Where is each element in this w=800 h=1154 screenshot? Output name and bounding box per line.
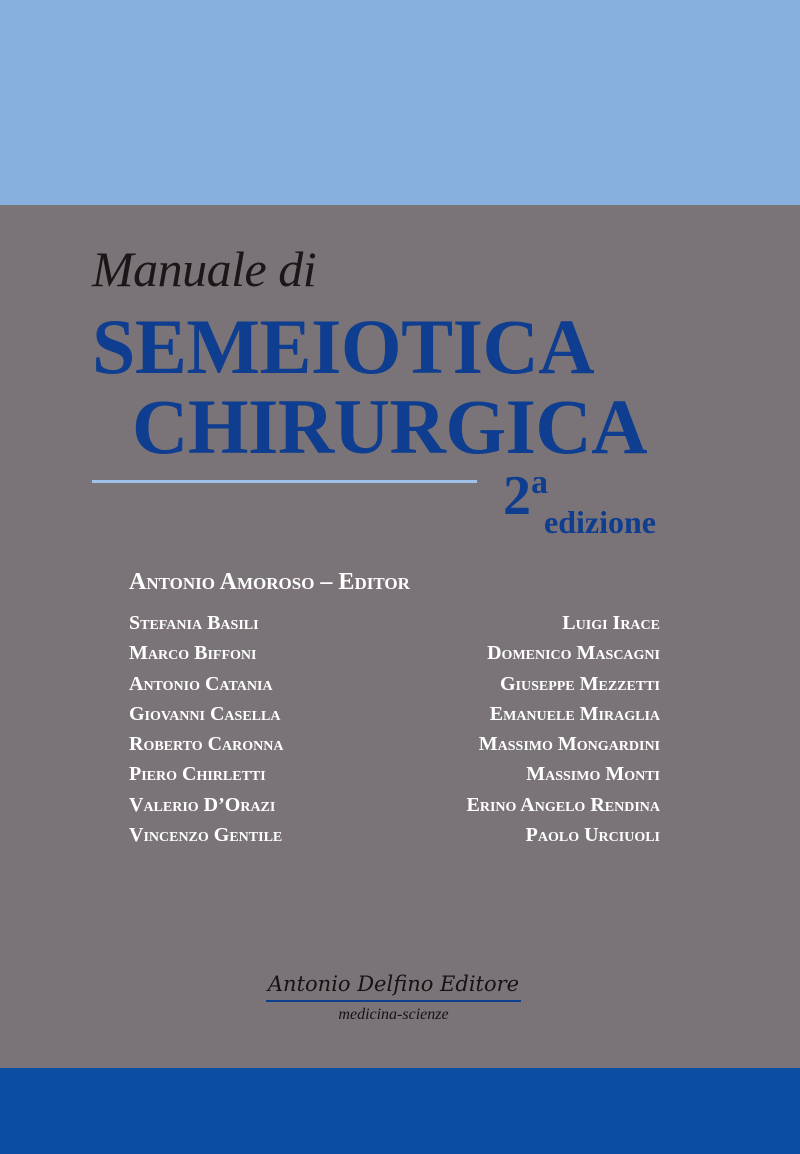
publisher-divider [266,1000,521,1002]
author-name: Piero Chirletti [129,763,266,786]
author-name: Paolo Urciuoli [525,824,660,847]
author-name: Massimo Mongardini [478,733,660,756]
publisher-logo [266,974,521,1023]
title-divider [92,480,477,483]
author-name: Luigi Irace [562,612,660,634]
author-name: Valerio D’Orazi [129,793,276,816]
author-name: Emanuele Miraglia [489,702,660,725]
author-name: Erino Angelo Rendina [466,793,660,816]
authors-right-column [467,608,660,850]
publisher-name: Antonio Delfino Editore [267,972,520,996]
title-line-2: CHIRURGICA [132,383,648,470]
top-color-band [0,0,800,205]
publisher-subtitle: medicina-scienze [338,1006,449,1023]
author-name: Massimo Monti [526,763,660,786]
edition-word: edizione [544,504,656,540]
author-name: Giovanni Casella [129,702,281,725]
author-name: Antonio Catania [129,672,273,695]
title-line-1: SEMEIOTICA [92,303,595,390]
bottom-color-band [0,1068,800,1154]
author-name: Vincenzo Gentile [129,824,283,847]
editor-name: Antonio Amoroso – Editor [129,569,410,595]
author-name: Marco Biffoni [129,642,257,665]
author-name: Roberto Caronna [129,733,284,756]
authors-left-column [129,608,284,850]
edition-label [503,464,656,540]
edition-superscript: a [531,464,548,501]
edition-number: 2 [503,465,531,527]
author-name: Giuseppe Mezzetti [499,672,660,695]
author-name: Domenico Mascagni [487,642,660,665]
title-prefix: Manuale di [92,241,317,297]
author-name: Stefania Basili [129,612,259,634]
